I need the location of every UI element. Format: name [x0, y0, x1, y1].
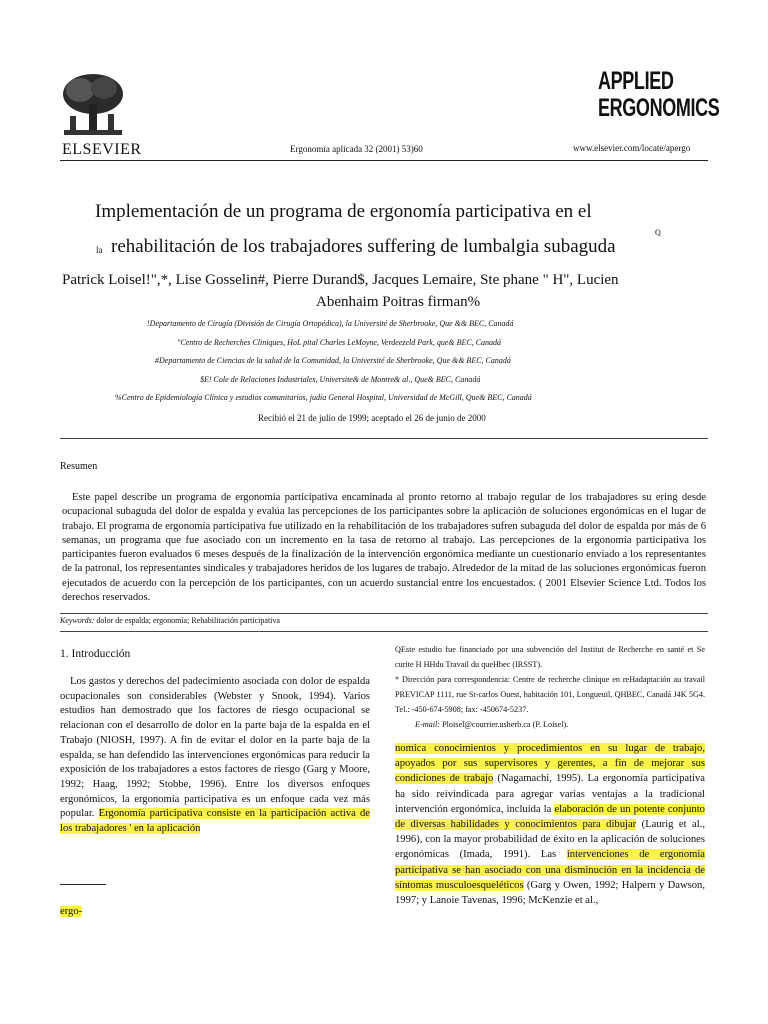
- intro-paragraph: [60, 675, 370, 837]
- affiliation-3: #Departamento de Ciencias de la salud de la Comunidad, la Université de Sherbrooke, Que && BEC, Canadá: [155, 356, 511, 365]
- abstract-divider: [60, 438, 708, 439]
- keywords: [60, 616, 280, 625]
- keywords-bottom-divider: [60, 631, 708, 632]
- journal-reference: Ergonomía aplicada 32 (2001) 53)60: [290, 144, 423, 154]
- brand-line-2: ERGONOMICS: [598, 94, 720, 122]
- journal-brand: [598, 68, 719, 122]
- authors-line-2: Abenhaim Poitras firman%: [316, 294, 481, 310]
- affiliation-1: !Departamento de Cirugía (División de Cirugía Ortopédica), la Université de Sherbrooke, Que && BEC, Canadá: [147, 319, 514, 328]
- highlighted-text-1: nomica conocimientos y procedimientos en su lugar de trabajo, apoyados por sus supervisores y gerentes, a fin de mejorar sus condiciones de trabajo: [395, 743, 705, 785]
- affiliation-2: "Centro de Recherches Cliniques, HoL pital Charles LeMoyne, Verdeezeld Park, que& BEC, Canadá: [177, 338, 502, 347]
- footnote-funding: QEste estudio fue financiado por una subvención del Institut de Recherche en santé et Se curite H HHdu Travail du queHbec (IRSST).: [395, 645, 705, 670]
- section-heading: 1. Introducción: [60, 648, 131, 660]
- right-text-1: (Nagamachi, 1995). La ergonomía participativa ha sido reivindicada para agregar varias ventajas a la tradicional intervención ergonómica, incluida la: [395, 773, 705, 815]
- brand-line-1: APPLIED: [598, 67, 674, 95]
- email-address[interactable]: Ploisel@courrier.usherb.ca (P. Loisel).: [442, 720, 569, 730]
- footnote-rule: [60, 884, 106, 885]
- affiliation-4: $E! Cole de Relaciones Industriales, Universite& de Montre& al., Que& BEC, Canadá: [200, 375, 481, 384]
- title-prefix: la: [96, 245, 103, 255]
- publisher-name: ELSEVIER: [62, 141, 142, 158]
- received-dates: Recibió el 21 de julio de 1999; aceptado el 26 de junio de 2000: [258, 413, 486, 423]
- footnote-correspondence: * Dirección para correspondencia: Centre de recherche clinique en reHadaptación au travail PREVICAP 1111, rue St-carlos Ouest, habitación 101, Longueuil, QHBEC, Canadá J4K 5G4. Tel.: -450-674-5908; fax: -450674-5237.: [395, 675, 705, 715]
- footnote-email: [395, 717, 705, 732]
- keywords-text: dolor de espalda; ergonomía; Rehabilitación participativa: [96, 616, 280, 625]
- affiliation-5: %Centro de Epidemiología Clínica y estudios comunitarios, judía General Hospital, Universidad de McGill, Que& BEC, Canadá: [115, 393, 532, 402]
- title-line-1: Implementación de un programa de ergonomía participativa en el: [95, 201, 592, 222]
- email-label: E-mail:: [415, 720, 441, 730]
- hyphenated-word: ergo-: [60, 906, 83, 917]
- header-divider: [60, 160, 708, 161]
- right-text-3: (Garg y Owen, 1992; Halpern y Dawson, 1997; y Lanoie Tavenas, 1996; McKenzie et al.,: [395, 879, 705, 907]
- keywords-top-divider: [60, 613, 708, 614]
- title-footnote-mark: Q: [655, 228, 661, 237]
- journal-url[interactable]: www.elsevier.com/locate/apergo: [573, 143, 691, 153]
- highlighted-text-left: Ergonomía participativa consiste en la participación activa de los trabajadores ' en la aplicación: [60, 808, 370, 835]
- authors-line-1: Patrick Loisel!",*, Lise Gosselin#, Pierre Durand$, Jacques Lemaire, Ste phane " H", Lucien: [62, 272, 619, 288]
- abstract-text: Este papel describe un programa de ergonomía participativa encaminada al pronto retorno al trabajo regular de los trabajadores su ering desde ocupacional subaguda del dolor de espalda y evalúa las percepciones de los participantes sobre la aplicación de soluciones ergonómicas en el lugar de trabajo. El programa de ergonomía participativa fue utilizado en la rehabilitación de los trabajadores sufren subaguda del dolor de espalda por más de 6 semanas, un programa que fue asociado con un incremento en la tasa de retorno al trabajo. Las percepciones de la ergonomía participativa los participantes fueron evaluados 6 meses después de la finalización de la intervención ergonómica mediante un cuestionario enviado a los representantes de la patronal, los representantes sindicales y trabajadores heridos de los lugares de trabajo. Alrededor de la mitad de las soluciones ergonómicas fueron ejecutados de acuerdo con la percepción de los participantes, con un acuerdo sustancial entre los encuestados. ( 2001 Elsevier Science Ltd. Todos los derechos reservados.: [62, 492, 706, 604]
- intro-text: Los gastos y derechos del padecimiento asociada con dolor de espalda ocupacionales son considerables (Webster y Snook, 1994). Varios estudios han demostrado que los factores de riesgo ocupacional se relacionan con el desarrollo de dolor en la parte baja de la espalda en el Trabajo (NIOSH, 1997). A fin de evitar el dolor en la parte baja de la espalda, se han defendido las intervenciones ergonómicas para reducir la exposición de los trabajadores a estos factores de riesgo (Garg y Moore, 1992; Haag, 1992; Stobbe, 1996). Entre los diversos enfoques ergonómicos, la ergonomía participativa es un enfoque cada vez más popular.: [60, 676, 370, 820]
- abstract-heading: Resumen: [60, 461, 98, 472]
- title-line-2: rehabilitación de los trabajadores suffering de lumbalgia subaguda: [111, 236, 616, 257]
- footnotes: [395, 642, 705, 733]
- keywords-label: Keywords:: [60, 616, 95, 625]
- highlighted-text-2: elaboración de un potente conjunto de diversas habilidades y conocimientos para dibujar: [395, 803, 705, 831]
- right-text-2: (Laurig et al., 1996), con la mayor probabilidad de éxito en la aplicación de soluciones ergonómicas (Imada, 1991). Las: [395, 819, 705, 861]
- elsevier-tree-logo: [60, 70, 126, 140]
- right-column-text: [395, 741, 705, 908]
- highlighted-text-3: intervenciones de ergonomía participativa se han asociado con una disminución en la incidencia de síntomas musculoesqueléticos: [395, 849, 705, 891]
